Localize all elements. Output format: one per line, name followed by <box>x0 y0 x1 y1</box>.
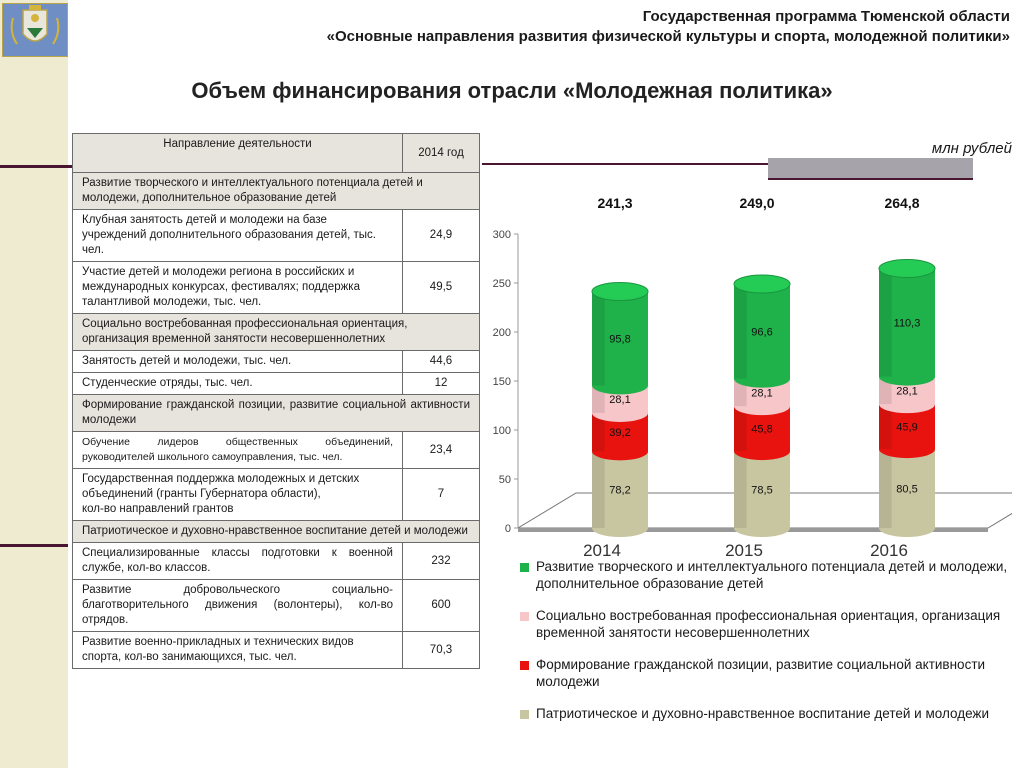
section-label: Развитие творческого и интеллектуального потенциала детей и молодежи, дополнительное образование детей <box>73 173 480 210</box>
row-label: Специализированные классы подготовки к военной службе, кол-во классов. <box>73 543 403 580</box>
data-label: 96,6 <box>751 326 773 339</box>
y-tick-label: 150 <box>492 376 511 388</box>
divider-line <box>482 163 772 165</box>
table-section-row <box>73 173 480 210</box>
total-label: 241,3 <box>597 195 633 211</box>
data-label: 95,8 <box>609 333 631 346</box>
data-label: 28,1 <box>609 394 631 407</box>
row-value: 24,9 <box>403 210 480 262</box>
data-label: 28,1 <box>896 385 918 398</box>
y-tick-label: 100 <box>492 425 511 437</box>
data-label: 78,2 <box>609 484 631 497</box>
legend-label: Развитие творческого и интеллектуального потенциала детей и молодежи, дополнительное образование детей <box>536 559 1008 591</box>
table-row <box>73 580 480 632</box>
bar-shading <box>592 292 605 386</box>
data-label: 39,2 <box>609 427 631 440</box>
legend-swatch <box>520 563 529 572</box>
row-label: Занятость детей и молодежи, тыс. чел. <box>73 351 403 373</box>
legend-swatch <box>520 612 529 621</box>
table-row <box>73 262 480 314</box>
section-label: Формирование гражданской позиции, развитие социальной активности молодежи <box>73 395 480 432</box>
row-label: Студенческие отряды, тыс. чел. <box>73 373 403 395</box>
unit-label: млн рублей <box>931 140 1012 157</box>
decorative-block <box>768 158 973 178</box>
data-label: 45,8 <box>751 423 773 436</box>
bar-shading <box>879 268 892 376</box>
coat-of-arms-icon <box>2 3 68 57</box>
program-title-line1: Государственная программа Тюменской области <box>642 8 1010 25</box>
bar-shading <box>734 451 747 528</box>
row-label: Клубная занятость детей и молодежи на базе учреждений дополнительного образования детей, тыс. чел. <box>73 210 403 262</box>
legend-item <box>520 705 1010 722</box>
row-value: 7 <box>403 469 480 521</box>
total-label: 264,8 <box>884 195 920 211</box>
row-label: Государственная поддержка молодежных и детских объединений (гранты Губернатора области), кол-во направлений грантов <box>73 469 403 521</box>
legend-label: Социально востребованная профессиональная ориентация, организация временной занятости несовершеннолетних <box>536 608 1001 640</box>
table-row <box>73 432 480 469</box>
table-row <box>73 210 480 262</box>
stacked-bar-chart <box>482 186 1012 556</box>
bar-shading <box>734 284 747 379</box>
table-row <box>73 632 480 669</box>
y-tick-label: 250 <box>492 278 511 290</box>
sidebar-strip <box>0 0 68 768</box>
legend-item <box>520 607 1010 641</box>
bar-top <box>734 275 790 293</box>
row-value: 232 <box>403 543 480 580</box>
legend-item <box>520 558 1010 592</box>
row-value: 70,3 <box>403 632 480 669</box>
y-tick-label: 0 <box>504 523 511 535</box>
funding-table <box>72 133 480 669</box>
data-label: 80,5 <box>896 483 918 496</box>
legend-label: Формирование гражданской позиции, развитие социальной активности молодежи <box>536 657 986 689</box>
table-row <box>73 543 480 580</box>
column-header-direction: Направление деятельности <box>73 134 403 173</box>
row-value: 600 <box>403 580 480 632</box>
row-label: Обучение лидеров общественных объединений, руководителей школьного самоуправления, тыс. чел. <box>73 432 403 469</box>
x-tick-label: 2014 <box>583 541 621 556</box>
data-label: 78,5 <box>751 484 773 497</box>
section-label: Социально востребованная профессиональная ориентация, организация временной занятости несовершеннолетних <box>73 314 480 351</box>
row-label: Развитие добровольческого социально-благотворительного движения (волонтеры), кол-во отрядов. <box>73 580 403 632</box>
data-label: 28,1 <box>751 387 773 400</box>
table-header-row <box>73 134 480 173</box>
decorative-bar <box>0 544 68 547</box>
table-section-row <box>73 521 480 543</box>
legend-item <box>520 656 1010 690</box>
data-label: 45,9 <box>896 421 918 434</box>
table-section-row <box>73 314 480 351</box>
program-title-line2: «Основные направления развития физической культуры и спорта, молодежной политики» <box>326 28 1010 45</box>
y-tick-label: 200 <box>492 327 511 339</box>
row-value: 23,4 <box>403 432 480 469</box>
bar-top <box>879 259 935 277</box>
table-row <box>73 373 480 395</box>
bar-shading <box>592 451 605 528</box>
total-label: 249,0 <box>739 195 775 211</box>
legend-swatch <box>520 710 529 719</box>
legend-label: Патриотическое и духовно-нравственное воспитание детей и молодежи <box>536 706 990 721</box>
x-tick-label: 2016 <box>870 541 908 556</box>
column-header-year: 2014 год <box>403 134 480 173</box>
table-row <box>73 469 480 521</box>
row-value: 44,6 <box>403 351 480 373</box>
legend-swatch <box>520 661 529 670</box>
row-value: 12 <box>403 373 480 395</box>
bar-shading <box>879 449 892 528</box>
row-label: Участие детей и молодежи региона в российских и международных конкурсах, фестивалях; поддержка талантливой молодежи, тыс. чел. <box>73 262 403 314</box>
chart-legend <box>520 558 1010 737</box>
row-value: 49,5 <box>403 262 480 314</box>
bar-top <box>592 283 648 301</box>
data-label: 110,3 <box>893 317 921 330</box>
table-section-row <box>73 395 480 432</box>
divider-line <box>768 178 973 180</box>
section-label: Патриотическое и духовно-нравственное воспитание детей и молодежи <box>73 521 480 543</box>
table-row <box>73 351 480 373</box>
y-tick-label: 50 <box>498 474 511 486</box>
page-title: Объем финансирования отрасли «Молодежная политика» <box>191 78 833 103</box>
y-tick-label: 300 <box>492 229 511 241</box>
row-label: Развитие военно-прикладных и технических видов спорта, кол-во занимающихся, тыс. чел. <box>73 632 403 669</box>
x-tick-label: 2015 <box>725 541 763 556</box>
